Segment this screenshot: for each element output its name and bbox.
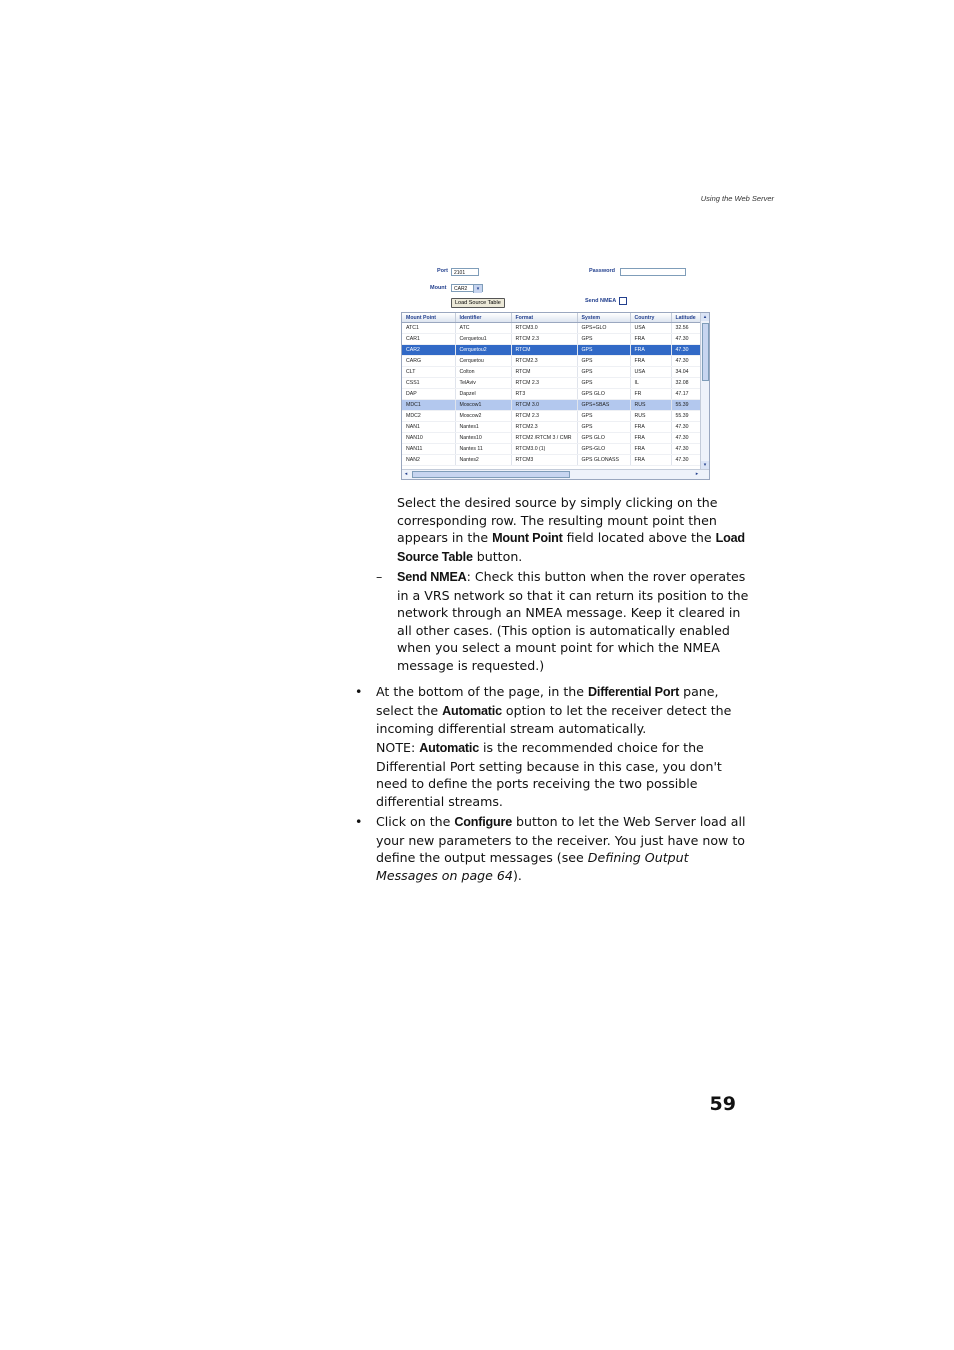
bullet-marker: • bbox=[355, 814, 363, 829]
text-line bbox=[397, 604, 742, 622]
cell-country: USA bbox=[630, 323, 671, 334]
text-line bbox=[397, 494, 742, 512]
cell-country: FR bbox=[630, 389, 671, 400]
table-row[interactable] bbox=[402, 455, 700, 466]
cell-format: RTCM bbox=[511, 345, 577, 356]
italic-reference: Defining Output bbox=[587, 850, 689, 866]
text-line bbox=[376, 739, 742, 758]
cell-format: RTCM bbox=[511, 367, 577, 378]
col-latitude[interactable]: Latitude bbox=[671, 313, 700, 323]
text-run: corresponding row. The resulting mount point then bbox=[397, 512, 717, 528]
running-header: Using the Web Server bbox=[700, 194, 774, 203]
text-run: ). bbox=[512, 867, 522, 883]
col-format[interactable]: Format bbox=[511, 313, 577, 323]
cell-country: FRA bbox=[630, 455, 671, 466]
text-line bbox=[376, 775, 742, 793]
cell-system: GPS-GLO bbox=[577, 444, 630, 455]
table-row[interactable] bbox=[402, 356, 700, 367]
cell-system: GPS bbox=[577, 378, 630, 389]
cell-mount-point: ATC1 bbox=[402, 323, 455, 334]
text-run: all other cases. (This option is automatically enabled bbox=[397, 622, 730, 638]
cell-latitude: 47.30 bbox=[671, 433, 700, 444]
text-line bbox=[397, 512, 742, 530]
col-mount-point[interactable]: Mount Point bbox=[402, 313, 455, 323]
cell-mount-point: CSS1 bbox=[402, 378, 455, 389]
text-run: differential streams. bbox=[376, 793, 503, 809]
password-field[interactable] bbox=[620, 268, 686, 276]
text-run: : Check this button when the rover operates bbox=[466, 569, 746, 584]
scroll-down-icon[interactable]: ▾ bbox=[701, 461, 709, 469]
cell-identifier: Nantes 11 bbox=[455, 444, 511, 455]
cell-country: RUS bbox=[630, 400, 671, 411]
cell-country: USA bbox=[630, 367, 671, 378]
cell-country: RUS bbox=[630, 411, 671, 422]
cell-format: RTCM2 /RTCM 3 / CMR bbox=[511, 433, 577, 444]
cell-country: FRA bbox=[630, 334, 671, 345]
cell-country: FRA bbox=[630, 444, 671, 455]
cell-system: GPS bbox=[577, 334, 630, 345]
cell-mount-point: CAR1 bbox=[402, 334, 455, 345]
cell-identifier: Moscow1 bbox=[455, 400, 511, 411]
scroll-right-icon[interactable]: ▸ bbox=[695, 471, 699, 477]
text-run: button. bbox=[472, 548, 523, 564]
cell-mount-point: NAN2 bbox=[402, 455, 455, 466]
text-run: is the recommended choice for the bbox=[479, 740, 704, 755]
cell-system: GPS+SBAS bbox=[577, 400, 630, 411]
source-table-screenshot bbox=[397, 268, 715, 482]
cell-latitude: 47.30 bbox=[671, 345, 700, 356]
text-line bbox=[376, 758, 742, 776]
cell-identifier: Nantes10 bbox=[455, 433, 511, 444]
text-run: appears in the bbox=[397, 530, 493, 546]
cell-country: FRA bbox=[630, 345, 671, 356]
text-run: in a VRS network so that it can return its position to the bbox=[397, 587, 749, 603]
cell-system: GPS bbox=[577, 345, 630, 356]
text-line bbox=[397, 548, 742, 567]
text-run: message is requested.) bbox=[397, 657, 545, 673]
bold-term: Load bbox=[715, 531, 745, 546]
cell-format: RT3 bbox=[511, 389, 577, 400]
cell-format: RTCM3.0 (1) bbox=[511, 444, 577, 455]
text-line bbox=[376, 867, 742, 885]
table-row[interactable] bbox=[402, 323, 700, 334]
text-run: Select the desired source by simply clicking on the bbox=[397, 495, 718, 510]
italic-reference: Messages on page 64 bbox=[376, 867, 513, 883]
chevron-down-icon: ▾ bbox=[473, 285, 482, 293]
cell-identifier: Dapzel bbox=[455, 389, 511, 400]
cell-identifier: Cerquetou bbox=[455, 356, 511, 367]
table-row[interactable] bbox=[402, 444, 700, 455]
cell-latitude: 55.39 bbox=[671, 411, 700, 422]
text-line bbox=[376, 702, 742, 721]
text-run: when you select a mount point for which the NMEA bbox=[397, 640, 720, 656]
text-line bbox=[397, 587, 749, 605]
cell-latitude: 32.56 bbox=[671, 323, 700, 334]
load-source-table-button[interactable]: Load Source Table bbox=[451, 298, 505, 308]
page-number: 59 bbox=[709, 1093, 736, 1115]
cell-identifier: Nantes1 bbox=[455, 422, 511, 433]
cell-system: GPS GLONASS bbox=[577, 455, 630, 466]
cell-mount-point: CLT bbox=[402, 367, 455, 378]
send-nmea-label: Send NMEA bbox=[585, 298, 617, 304]
bold-term: Send NMEA bbox=[397, 570, 467, 584]
send-nmea-checkbox[interactable] bbox=[619, 297, 627, 305]
text-line bbox=[397, 622, 742, 640]
cell-mount-point: NAN10 bbox=[402, 433, 455, 444]
bold-term: Configure bbox=[454, 815, 513, 829]
text-run: field located above the bbox=[562, 530, 716, 546]
differential-paragraph bbox=[376, 683, 742, 738]
text-run: Click on the bbox=[376, 814, 455, 829]
cell-mount-point: MDC1 bbox=[402, 400, 455, 411]
table-row[interactable] bbox=[402, 389, 700, 400]
text-run: incoming differential stream automatically. bbox=[376, 721, 647, 737]
text-run: pane, bbox=[679, 684, 719, 699]
cell-country: FRA bbox=[630, 356, 671, 367]
table-header-row bbox=[402, 313, 700, 323]
cell-identifier: Cerquetou1 bbox=[455, 334, 511, 345]
bold-term: Automatic bbox=[442, 703, 502, 718]
cell-format: RTCM 2.3 bbox=[511, 378, 577, 389]
cell-latitude: 47.30 bbox=[671, 334, 700, 345]
cell-latitude: 47.30 bbox=[671, 444, 700, 455]
bold-term: Source Table bbox=[397, 549, 473, 564]
text-run: need to define the ports receiving the two possible bbox=[376, 776, 698, 792]
cell-latitude: 47.30 bbox=[671, 356, 700, 367]
text-run: select the bbox=[376, 702, 443, 718]
text-line bbox=[376, 683, 742, 702]
cell-mount-point: NAN1 bbox=[402, 422, 455, 433]
cell-mount-point: NAN11 bbox=[402, 444, 455, 455]
text-run: Differential Port setting because in this case, you don't bbox=[376, 758, 722, 774]
password-label: Password bbox=[589, 268, 615, 274]
text-run: At the bottom of the page, in the bbox=[376, 684, 588, 699]
cell-system: GPS bbox=[577, 422, 630, 433]
text-line bbox=[397, 529, 745, 548]
text-line bbox=[397, 639, 742, 657]
cell-format: RTCM2.3 bbox=[511, 356, 577, 367]
send-nmea-paragraph bbox=[397, 568, 749, 675]
text-run: NOTE: bbox=[376, 740, 420, 755]
bold-term: Differential Port bbox=[588, 685, 680, 699]
col-identifier[interactable]: Identifier bbox=[455, 313, 511, 323]
select-source-paragraph bbox=[397, 494, 745, 566]
scroll-left-icon[interactable]: ◂ bbox=[404, 471, 408, 477]
bold-term: Mount Point bbox=[492, 531, 563, 546]
mount-label: Mount bbox=[430, 285, 447, 291]
cell-mount-point: DAP bbox=[402, 389, 455, 400]
bold-term: Automatic bbox=[419, 741, 480, 755]
scroll-up-icon[interactable]: ▴ bbox=[701, 313, 709, 321]
text-run: network through an NMEA message. Keep it cleared in bbox=[397, 605, 741, 621]
cell-identifier: ATC bbox=[455, 323, 511, 334]
cell-identifier: Cerquetou2 bbox=[455, 345, 511, 356]
text-line bbox=[376, 813, 746, 832]
table-row[interactable] bbox=[402, 334, 700, 345]
text-line bbox=[376, 720, 742, 738]
cell-country: IL bbox=[630, 378, 671, 389]
table-row[interactable] bbox=[402, 378, 700, 389]
text-line bbox=[397, 568, 746, 587]
cell-format: RTCM3 bbox=[511, 455, 577, 466]
text-run: option to let the receiver detect the bbox=[501, 702, 732, 718]
mount-value: CAR2 bbox=[454, 286, 468, 292]
text-line bbox=[376, 793, 742, 811]
table-row[interactable] bbox=[402, 433, 700, 444]
table-row[interactable] bbox=[402, 411, 700, 422]
cell-format: RTCM 2.3 bbox=[511, 411, 577, 422]
cell-latitude: 47.30 bbox=[671, 422, 700, 433]
bullet-marker: • bbox=[355, 684, 363, 699]
cell-identifier: TelAviv bbox=[455, 378, 511, 389]
cell-mount-point: CAR2 bbox=[402, 345, 455, 356]
cell-latitude: 32.08 bbox=[671, 378, 700, 389]
hscroll-thumb[interactable] bbox=[412, 471, 570, 478]
text-line bbox=[376, 832, 745, 850]
port-label: Port bbox=[437, 268, 448, 274]
cell-format: RTCM3.0 bbox=[511, 323, 577, 334]
text-line bbox=[397, 657, 742, 675]
dash-marker: – bbox=[376, 569, 383, 584]
cell-format: RTCM 3.0 bbox=[511, 400, 577, 411]
cell-identifier: Moscow2 bbox=[455, 411, 511, 422]
table-row[interactable] bbox=[402, 422, 700, 433]
cell-latitude: 47.30 bbox=[671, 455, 700, 466]
col-system[interactable]: System bbox=[577, 313, 630, 323]
cell-system: GPS GLO bbox=[577, 389, 630, 400]
table-row[interactable] bbox=[402, 345, 700, 356]
cell-system: GPS bbox=[577, 356, 630, 367]
cell-latitude: 47.17 bbox=[671, 389, 700, 400]
cell-identifier: Nantes2 bbox=[455, 455, 511, 466]
cell-mount-point: MDC2 bbox=[402, 411, 455, 422]
text-run: define the output messages (see bbox=[376, 850, 588, 866]
cell-country: FRA bbox=[630, 433, 671, 444]
note-paragraph bbox=[376, 739, 742, 810]
cell-format: RTCM2.3 bbox=[511, 422, 577, 433]
cell-system: GPS bbox=[577, 367, 630, 378]
scroll-thumb[interactable] bbox=[702, 323, 709, 381]
cell-system: GPS+GLO bbox=[577, 323, 630, 334]
cell-identifier: Colton bbox=[455, 367, 511, 378]
text-line bbox=[376, 849, 742, 867]
table-row[interactable] bbox=[402, 400, 700, 411]
port-field[interactable]: 2101 bbox=[451, 268, 479, 276]
cell-system: GPS bbox=[577, 411, 630, 422]
cell-latitude: 55.39 bbox=[671, 400, 700, 411]
cell-system: GPS GLO bbox=[577, 433, 630, 444]
cell-format: RTCM 2.3 bbox=[511, 334, 577, 345]
configure-paragraph bbox=[376, 813, 746, 884]
table-row[interactable] bbox=[402, 367, 700, 378]
text-run: your new parameters to the receiver. You just have now to bbox=[376, 832, 745, 848]
cell-latitude: 34.04 bbox=[671, 367, 700, 378]
col-country[interactable]: Country bbox=[630, 313, 671, 323]
text-run: button to let the Web Server load all bbox=[512, 814, 746, 829]
mount-select[interactable] bbox=[451, 284, 483, 292]
cell-country: FRA bbox=[630, 422, 671, 433]
cell-mount-point: CARG bbox=[402, 356, 455, 367]
horizontal-scrollbar[interactable] bbox=[402, 469, 709, 479]
vertical-scrollbar[interactable] bbox=[700, 313, 709, 469]
source-table bbox=[401, 312, 710, 480]
